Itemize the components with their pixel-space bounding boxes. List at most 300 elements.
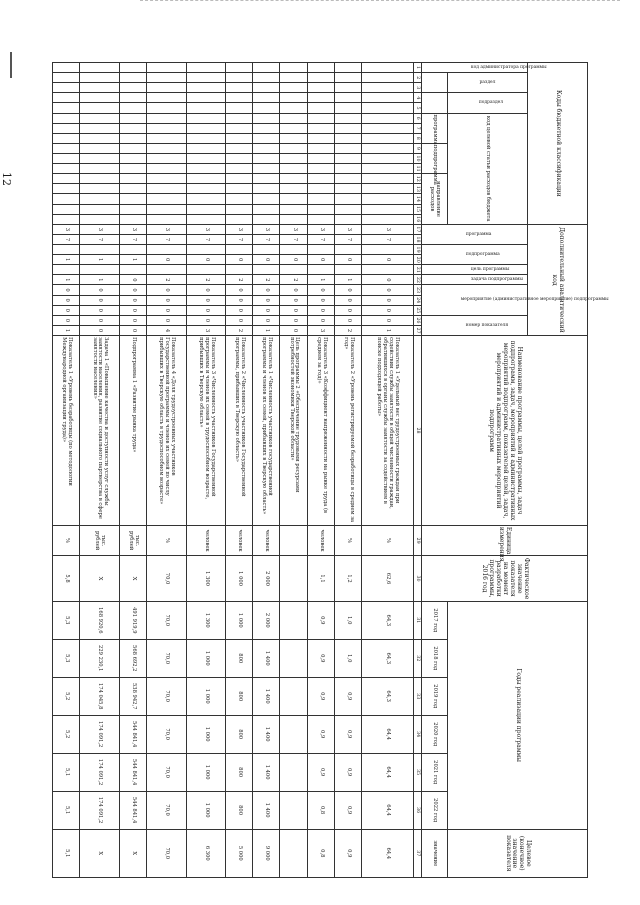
extra-code-cell: 7 (186, 234, 226, 244)
budget-code-cell (280, 184, 307, 194)
unit-column-header: Единица измерения (422, 525, 588, 555)
razdel-header: раздел (448, 73, 528, 93)
year-value: 1 000 (186, 791, 226, 829)
column-number: 29 (414, 525, 422, 555)
indicator-fact: 62,6 (361, 556, 413, 602)
budget-code-cell (186, 83, 226, 93)
budget-code-cell (361, 63, 413, 73)
budget-code-cell (334, 143, 361, 153)
budget-code-cell (253, 204, 280, 214)
extra-code-cell: 0 (146, 285, 186, 295)
extra-code-cell: 0 (334, 295, 361, 305)
budget-code-cell (334, 103, 361, 113)
extra-code-cell: 4 (146, 325, 186, 335)
extra-code-cell: 7 (280, 234, 307, 244)
extra-code-cell: 3 (80, 224, 120, 234)
budget-code-cell (307, 123, 334, 133)
indicator-name: Показатель 2 «Уровень регистрируемой безработицы в среднем за год» (334, 336, 361, 526)
year-value: 1 000 (186, 753, 226, 791)
name-column-header: Наименование программы, целей программы, задач подпрограмм, задач, мероприятий и административных мероприятий подпрограмм, показателей целей, задач, мероприятий и административных мероприятий подпрограмм (422, 336, 588, 526)
extra-code-cell (186, 245, 226, 255)
extra-code-cell: 0 (280, 325, 307, 335)
extra-code-cell: 0 (307, 285, 334, 295)
fact-column-header: Фактическое значение показателя на момент разработки программы, 2016 год (422, 556, 588, 602)
year-value: 70,0 (146, 715, 186, 753)
year-value (280, 791, 307, 829)
budget-code-cell (226, 194, 253, 204)
extra-code-cell: 2 (186, 275, 226, 285)
extra-code-cell: 3 (53, 224, 80, 234)
budget-code-cell (186, 204, 226, 214)
budget-code-cell (253, 63, 280, 73)
budget-code-cell (253, 93, 280, 103)
extra-code-cell: 2 (253, 275, 280, 285)
budget-code-cell (186, 194, 226, 204)
budget-code-cell (53, 204, 80, 214)
extra-code-cell (80, 245, 120, 255)
budget-direction-sub: направление расходов (422, 174, 448, 225)
extra-code-cell: 0 (53, 305, 80, 315)
extra-code-cell: 0 (53, 315, 80, 325)
budget-code-cell (361, 133, 413, 143)
extra-code-cell: 3 (119, 224, 146, 234)
budget-code-cell (186, 123, 226, 133)
extra-code-cell (226, 265, 253, 275)
budget-code-cell (253, 164, 280, 174)
year-value (280, 715, 307, 753)
podrazdel-sub (422, 93, 448, 113)
extra-code-cell: 0 (361, 315, 413, 325)
budget-code-cell (253, 83, 280, 93)
budget-code-cell (119, 133, 146, 143)
budget-code-cell (146, 103, 186, 113)
extra-task-header: задача подпрограммы (422, 275, 528, 285)
budget-code-cell (186, 164, 226, 174)
extra-code-cell: 0 (80, 285, 120, 295)
budget-code-cell (280, 204, 307, 214)
extra-code-cell: 7 (253, 234, 280, 244)
extra-code-cell: 3 (361, 224, 413, 234)
budget-code-cell (186, 73, 226, 83)
column-number: 14 (415, 195, 421, 203)
column-number: 37 (414, 829, 422, 877)
extra-code-cell: 0 (253, 255, 280, 265)
budget-code-cell (146, 184, 186, 194)
extra-code-cell: 0 (307, 305, 334, 315)
year-value: 174 091,2 (80, 753, 120, 791)
extra-code-cell: 2 (146, 275, 186, 285)
extra-code-cell: 0 (146, 305, 186, 315)
extra-code-cell: 3 (307, 224, 334, 234)
column-number: 31 (414, 601, 422, 639)
budget-code-cell (53, 123, 80, 133)
admin-code-header: код администратора программы (422, 63, 528, 73)
indicator-name: Цель программы 2 «Обеспечение трудовыми ресурсами потребностей экономики Тверской области» (280, 336, 307, 526)
extra-code-cell (334, 245, 361, 255)
column-number: 11 (415, 165, 421, 172)
year-value: 1,0 (334, 601, 361, 639)
year-value: 2 000 (253, 601, 280, 639)
budget-code-cell (119, 153, 146, 163)
target-value: 0,9 (334, 829, 361, 877)
column-number: 28 (414, 336, 422, 526)
budget-code-cell (119, 164, 146, 174)
extra-code-cell: 0 (334, 255, 361, 265)
target-value: 70,0 (146, 829, 186, 877)
extra-code-cell: 0 (280, 315, 307, 325)
extra-code-cell: 0 (80, 305, 120, 315)
extra-code-cell: 3 (307, 325, 334, 335)
indicator-fact: 2 000 (253, 556, 280, 602)
extra-code-cell: 0 (186, 295, 226, 305)
budget-code-cell (253, 174, 280, 184)
year-value: 0,9 (307, 677, 334, 715)
budget-code-cell (146, 93, 186, 103)
budget-code-cell (53, 164, 80, 174)
budget-code-cell (186, 113, 226, 123)
budget-code-cell (119, 184, 146, 194)
indicator-name: Показатель 3 «Численность участников Государственной программы и членов их семей в трудоспособном возрасте, прибывших в Тверскую область» (186, 336, 226, 526)
indicator-name: Показатель 2 «Численность участников Государственной программы, прибывших в Тверскую область» (226, 336, 253, 526)
column-number: 15 (415, 206, 421, 213)
column-number: 21 (415, 266, 421, 273)
extra-code-cell: 0 (186, 255, 226, 265)
extra-code-cell (307, 265, 334, 275)
podrazdel-header: подраздел (448, 93, 528, 113)
extra-code-cell: 0 (280, 295, 307, 305)
budget-code-cell (361, 214, 413, 224)
table-row (226, 63, 253, 878)
indicator-fact: X (80, 556, 120, 602)
budget-code-cell (253, 153, 280, 163)
budget-code-cell (146, 73, 186, 83)
extra-code-cell (280, 265, 307, 275)
budget-code-cell (80, 103, 120, 113)
budget-code-cell (361, 153, 413, 163)
year-value: 1 000 (186, 639, 226, 677)
extra-code-cell (361, 245, 413, 255)
indicator-unit: человек (186, 525, 226, 555)
extra-code-cell: 0 (226, 255, 253, 265)
budget-code-cell (334, 73, 361, 83)
column-number: 7 (414, 123, 422, 133)
budget-code-cell (186, 93, 226, 103)
table-row (119, 63, 146, 878)
year-value: 1 400 (253, 715, 280, 753)
indicator-unit: человек (253, 525, 280, 555)
extra-code-cell: 0 (226, 315, 253, 325)
budget-code-cell (280, 93, 307, 103)
indicator-fact: 1 000 (226, 556, 253, 602)
extra-code-cell: 0 (307, 315, 334, 325)
budget-code-cell (53, 153, 80, 163)
column-number: 36 (414, 791, 422, 829)
budget-code-cell (53, 184, 80, 194)
page-number: 12 (0, 172, 13, 186)
indicator-unit: % (53, 525, 80, 555)
budget-code-cell (80, 143, 120, 153)
year-value: 64,3 (361, 601, 413, 639)
column-number: 1 (414, 63, 422, 73)
extra-code-cell: 0 (253, 315, 280, 325)
budget-code-cell (80, 63, 120, 73)
extra-indicator-number-header: номер показателя (422, 315, 528, 335)
year-value: 168 920,6 (80, 601, 120, 639)
year-value (280, 753, 307, 791)
indicator-fact: X (119, 556, 146, 602)
extra-code-cell: 1 (53, 325, 80, 335)
extra-code-cell: 0 (253, 305, 280, 315)
extra-code-cell (53, 245, 80, 255)
extra-code-cell (119, 265, 146, 275)
extra-code-cell (80, 265, 120, 275)
budget-code-cell (226, 73, 253, 83)
year-value: 491 919,9 (119, 601, 146, 639)
year-value: 544 841,4 (119, 753, 146, 791)
year-value: 800 (226, 677, 253, 715)
extra-code-cell: 0 (361, 255, 413, 265)
extra-program-header: программа (422, 224, 528, 244)
column-number: 3 (414, 83, 422, 93)
budget-code-cell (361, 164, 413, 174)
extra-code-cell: 2 (226, 275, 253, 285)
year-value: 544 841,4 (119, 715, 146, 753)
budget-code-cell (334, 174, 361, 184)
extra-code-cell: 0 (361, 275, 413, 285)
budget-code-cell (119, 113, 146, 123)
budget-code-cell (334, 153, 361, 163)
extra-code-cell: 0 (361, 295, 413, 305)
budget-code-cell (280, 63, 307, 73)
budget-code-cell (53, 113, 80, 123)
year-value: 1 000 (186, 677, 226, 715)
budget-code-cell (280, 143, 307, 153)
budget-code-cell (334, 123, 361, 133)
column-number: 5 (414, 103, 422, 113)
extra-code-cell: 7 (226, 234, 253, 244)
extra-code-cell: 0 (186, 285, 226, 295)
budget-code-cell (146, 63, 186, 73)
year-value: 64,4 (361, 715, 413, 753)
budget-code-cell (280, 164, 307, 174)
budget-code-cell (53, 83, 80, 93)
column-number: 6 (414, 113, 422, 123)
extra-code-cell: 0 (53, 285, 80, 295)
budget-code-cell (226, 93, 253, 103)
indicator-unit: % (146, 525, 186, 555)
budget-code-cell (119, 204, 146, 214)
year-value: 174 091,2 (80, 791, 120, 829)
years-header: Годы реализации программы (448, 601, 588, 829)
budget-code-cell (146, 123, 186, 133)
indicator-unit: человек (226, 525, 253, 555)
indicator-unit (280, 525, 307, 555)
table-row (334, 63, 361, 878)
budget-code-cell (361, 174, 413, 184)
year-value (280, 639, 307, 677)
column-number: 2 (414, 73, 422, 83)
year-value: 800 (226, 791, 253, 829)
table-row (146, 63, 186, 878)
budget-code-cell (226, 83, 253, 93)
extra-subprogram-header: подпрограмма (422, 245, 528, 265)
table-row (80, 63, 120, 878)
budget-code-cell (53, 103, 80, 113)
year-value: 70,0 (146, 677, 186, 715)
budget-code-cell (80, 73, 120, 83)
budget-code-cell (80, 133, 120, 143)
indicator-fact: 1,1 (307, 556, 334, 602)
budget-code-cell (226, 153, 253, 163)
extra-code-cell: 0 (226, 295, 253, 305)
column-number: 13 (415, 185, 421, 192)
year-value: 0,9 (307, 601, 334, 639)
budget-code-cell (80, 164, 120, 174)
extra-code-cell: 7 (80, 234, 120, 244)
extra-code-cell: 0 (119, 285, 146, 295)
column-number: 33 (414, 677, 422, 715)
year-value: 0,9 (334, 677, 361, 715)
target-article-header: код целевой статьи расходов бюджета (448, 113, 528, 224)
budget-code-cell (146, 194, 186, 204)
budget-code-cell (53, 174, 80, 184)
column-number: 30 (414, 556, 422, 602)
extra-code-cell: 7 (146, 234, 186, 244)
extra-code-cell: 1 (334, 275, 361, 285)
budget-code-cell (307, 164, 334, 174)
extra-code-cell: 0 (53, 295, 80, 305)
indicator-fact: 5,8 (53, 556, 80, 602)
indicator-fact: 1,2 (334, 556, 361, 602)
indicator-name: Показатель 1 «Удельный вес трудоустроенных граждан при содействии службы занятости в общей численности граждан, обратившихся в органы службы занятости за содействием в поиске подходящей работы» (361, 336, 413, 526)
budget-code-cell (226, 113, 253, 123)
extra-code-cell: 7 (334, 234, 361, 244)
year-value: 70,0 (146, 639, 186, 677)
year-value: 1 300 (186, 601, 226, 639)
column-number: 34 (414, 715, 422, 753)
budget-code-cell (307, 153, 334, 163)
extra-code-cell: 0 (253, 285, 280, 295)
extra-code-cell: 0 (119, 315, 146, 325)
indicator-fact: 70,0 (146, 556, 186, 602)
year-value: 5,3 (53, 639, 80, 677)
year-2022-header: 2022 год (422, 791, 448, 829)
budget-code-cell (280, 214, 307, 224)
target-value: 0,8 (307, 829, 334, 877)
year-value: 0,9 (334, 753, 361, 791)
extra-code-cell: 0 (361, 285, 413, 295)
column-number: 27 (414, 325, 422, 335)
column-numbers-row (414, 63, 422, 878)
budget-code-cell (307, 143, 334, 153)
year-value: 5,1 (53, 791, 80, 829)
year-value: 800 (226, 715, 253, 753)
budget-code-cell (186, 174, 226, 184)
budget-code-cell (146, 113, 186, 123)
year-value: 0,9 (334, 715, 361, 753)
extra-code-cell: 0 (119, 325, 146, 335)
extra-code-cell: 1 (361, 325, 413, 335)
year-value: 64,3 (361, 639, 413, 677)
budget-code-cell (307, 204, 334, 214)
budget-code-cell (80, 204, 120, 214)
extra-code-cell: 1 (53, 275, 80, 285)
budget-code-cell (280, 133, 307, 143)
budget-code-cell (280, 103, 307, 113)
year-value: 0,9 (307, 715, 334, 753)
extra-code-cell: 0 (80, 295, 120, 305)
extra-code-cell: 1 (307, 275, 334, 285)
budget-code-cell (53, 214, 80, 224)
budget-codes-header: Коды бюджетной классификации (528, 63, 588, 225)
extra-code-cell: 0 (307, 295, 334, 305)
budget-code-cell (119, 214, 146, 224)
extra-code-cell: 1 (253, 325, 280, 335)
year-value: 1 400 (253, 791, 280, 829)
budget-code-cell (53, 93, 80, 103)
budget-code-cell (253, 194, 280, 204)
budget-code-cell (226, 103, 253, 113)
budget-code-cell (361, 194, 413, 204)
budget-code-cell (226, 174, 253, 184)
budget-code-cell (80, 184, 120, 194)
budget-code-cell (53, 143, 80, 153)
year-2020-header: 2020 год (422, 715, 448, 753)
extra-code-cell: 0 (186, 305, 226, 315)
indicator-fact (280, 556, 307, 602)
extra-code-cell (226, 245, 253, 255)
budget-code-cell (186, 143, 226, 153)
budget-code-cell (307, 194, 334, 204)
target-value: 9 000 (253, 829, 280, 877)
budget-code-cell (186, 214, 226, 224)
budget-code-cell (146, 214, 186, 224)
budget-code-cell (280, 113, 307, 123)
budget-code-cell (334, 204, 361, 214)
column-number: 20 (415, 256, 421, 263)
budget-code-cell (253, 103, 280, 113)
budget-code-cell (119, 93, 146, 103)
column-number: 9 (414, 143, 422, 153)
extra-code-cell: 3 (280, 224, 307, 234)
extra-code-cell: 0 (80, 325, 120, 335)
extra-code-cell: 0 (280, 305, 307, 315)
year-value: 174 091,2 (80, 715, 120, 753)
year-2021-header: 2021 год (422, 753, 448, 791)
table-body (53, 63, 414, 878)
indicator-name: Показатель 1 «Уровень безработицы (по методологии Международной организации труда)» (53, 336, 80, 526)
indicator-fact: 1 300 (186, 556, 226, 602)
table-row (280, 63, 307, 878)
budget-code-cell (253, 123, 280, 133)
budget-code-cell (53, 73, 80, 83)
column-number: 17 (415, 226, 421, 233)
target-value: X (119, 829, 146, 877)
budget-code-cell (361, 143, 413, 153)
year-value: 64,3 (361, 677, 413, 715)
razdel-sub (422, 73, 448, 93)
budget-code-cell (334, 93, 361, 103)
budget-code-cell (226, 143, 253, 153)
target-value: 5 000 (226, 829, 253, 877)
year-value: 70,0 (146, 753, 186, 791)
budget-code-cell (334, 214, 361, 224)
year-value: 1 000 (186, 715, 226, 753)
indicator-unit: тыс. рублей (119, 525, 146, 555)
year-value: 0,9 (334, 791, 361, 829)
year-value: 70,0 (146, 601, 186, 639)
year-value: 70,0 (146, 791, 186, 829)
